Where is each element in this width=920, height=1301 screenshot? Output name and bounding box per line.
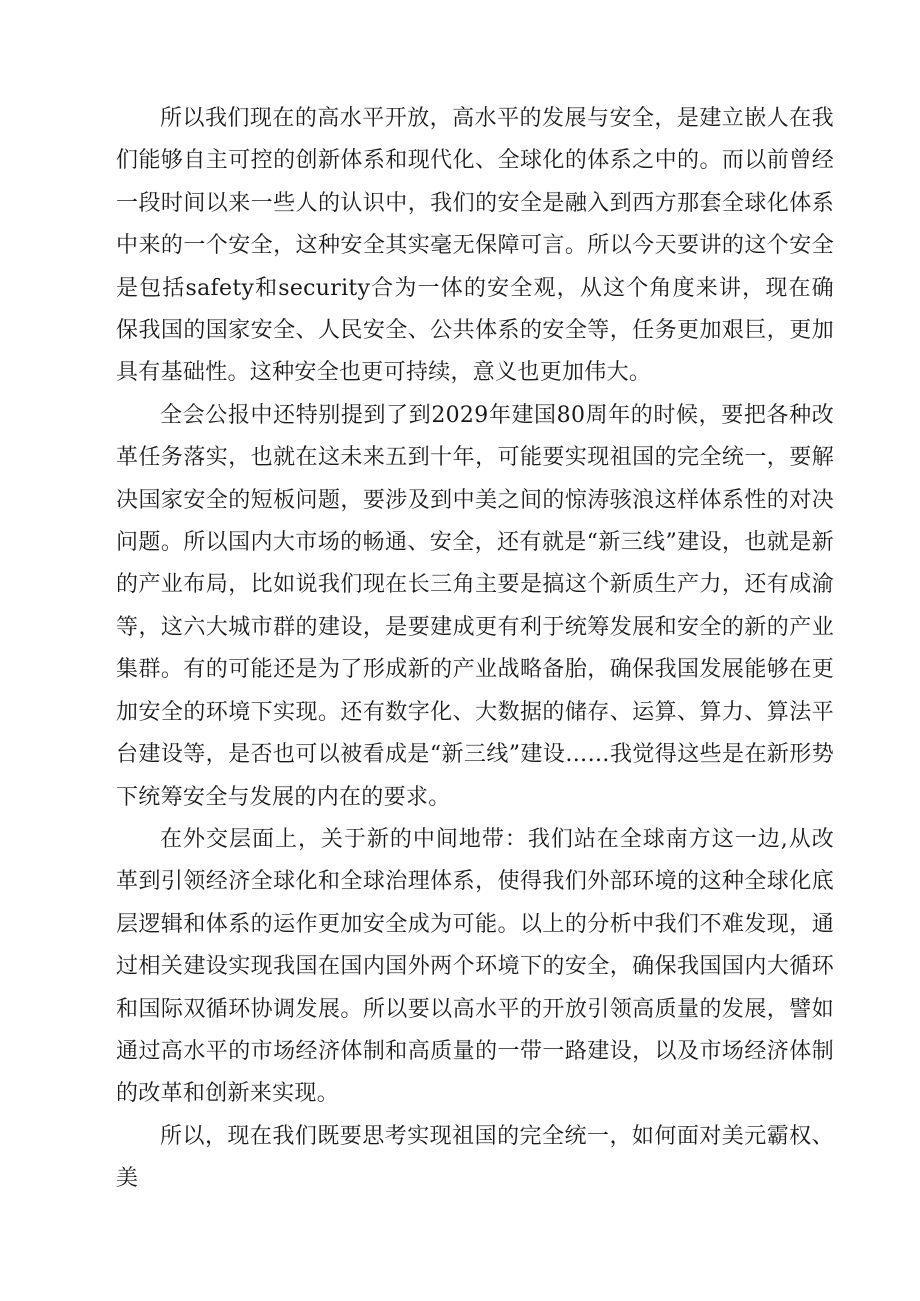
paragraph-plenum-communique: 全会公报中还特别提到了到2029年建国80周年的时候，要把各种改革任务落实，也就在这未来五到十年，可能要实现祖国的完全统一，要解决国家安全的短板问题，要涉及到中美之间的惊涛骇浪这样体系性的对决问题。所以国内大市场的畅通、安全，还有就是“新三线”建设，也就是新的产业布局，比如说我们现在长三角主要是搞这个新质生产力，还有成渝等，这六大城市群的建设，是要建成更有利于统筹发展和安全的新的产业集群。有的可能还是为了形成新的产业战略备胎，确保我国发展能够在更加安全的环境下实现。还有数字化、大数据的储存、运算、算力、算法平台建设等，是否也可以被看成是“新三线”建设……我觉得这些是在新形势下统筹安全与发展的内在的要求。 (116, 402, 834, 810)
paragraph-diplomacy: 在外交层面上，关于新的中间地带：我们站在全球南方这一边,从改革到引领经济全球化和全球治理体系，使得我们外部环境的这种全球化底层逻辑和体系的运作更加安全成为可能。以上的分析中我们不难发现，通过相关建设实现我国在国内国外两个环境下的安全，确保我国国内大循环和国际双循环协调发展。所以要以高水平的开放引领高质量的发展，譬如通过高水平的市场经济体制和高质量的一带一路建设，以及市场经济体制的改革和创新来实现。 (116, 826, 834, 1107)
paragraph-security-view: 所以我们现在的高水平开放，高水平的发展与安全，是建立嵌人在我们能够自主可控的创新体系和现代化、全球化的体系之中的。而以前曾经一段时间以来一些人的认识中，我们的安全是融入到西方那套全球化体系中来的一个安全，这种安全其实毫无保障可言。所以今天要讲的这个安全是包括safety和security合为一体的安全观，从这个角度来讲，现在确保我国的国家安全、人民安全、公共体系的安全等，任务更加艰巨，更加具有基础性。这种安全也更可持续，意义也更加伟大。 (116, 106, 834, 386)
paragraph-unification: 所以，现在我们既要思考实现祖国的完全统一，如何面对美元霸权、美 (116, 1123, 834, 1192)
